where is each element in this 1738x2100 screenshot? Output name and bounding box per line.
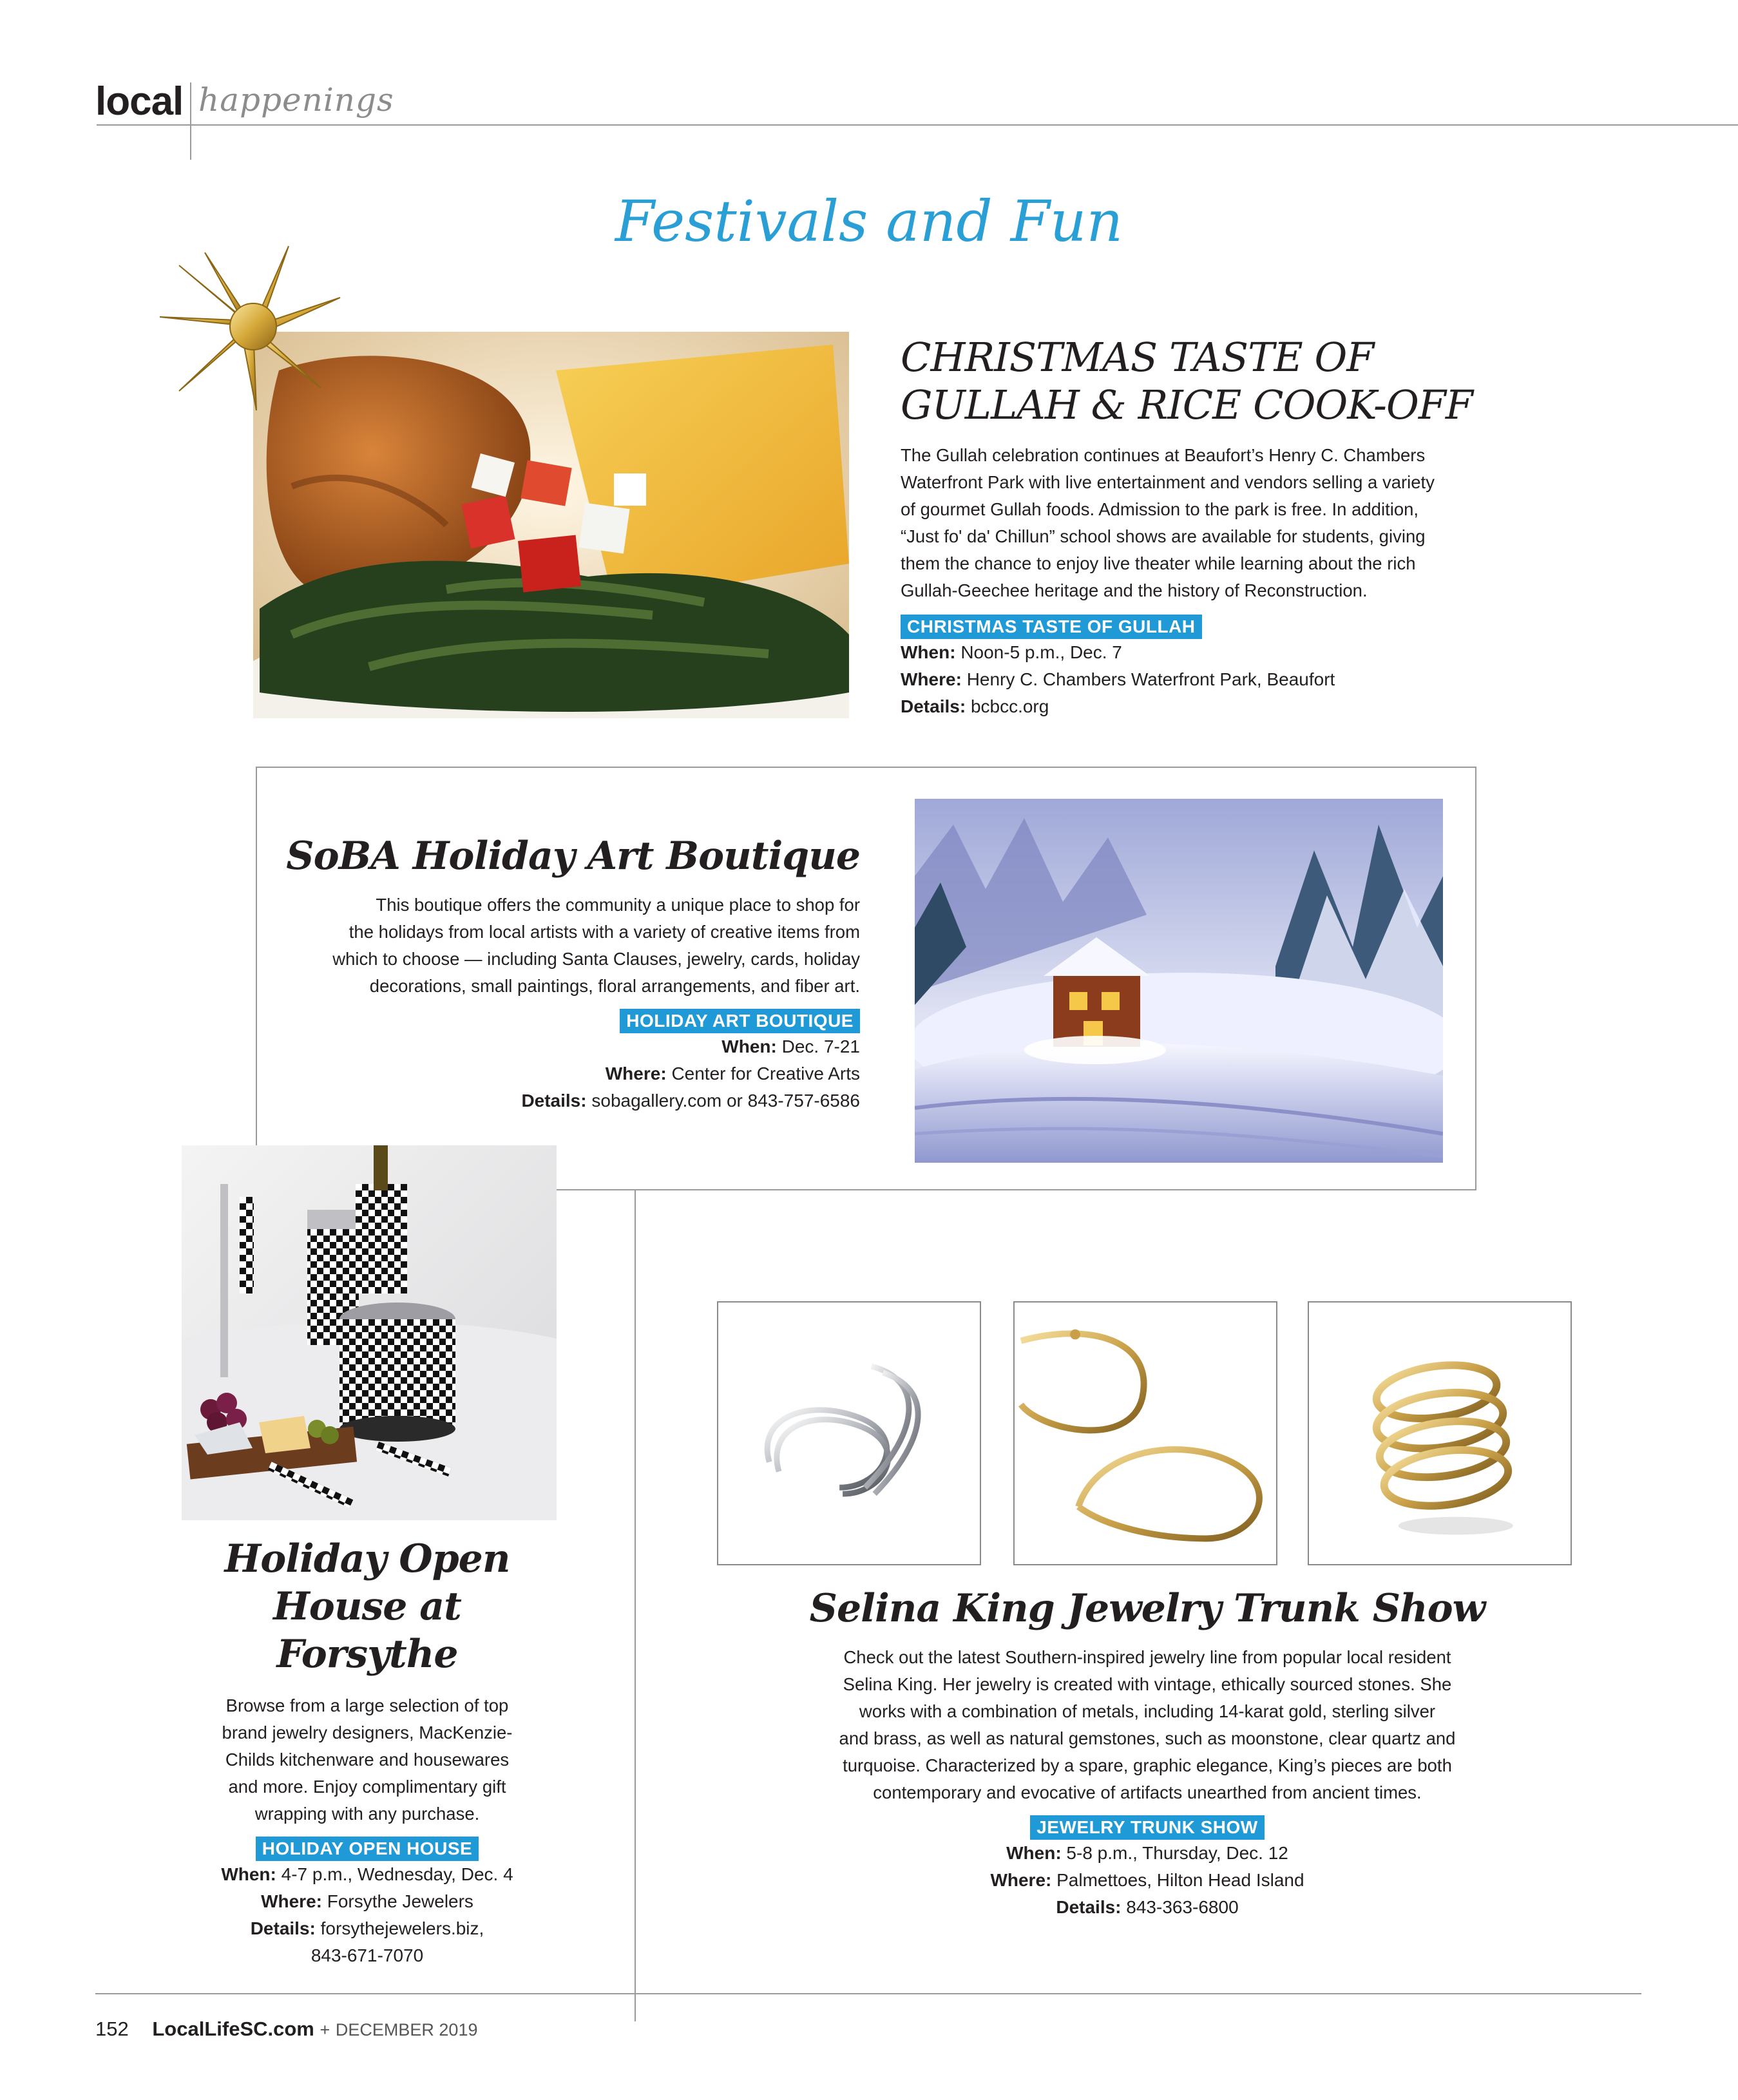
gullah-body-line: them the chance to enjoy live theater while learning about the rich (901, 553, 1416, 573)
gullah-headline (901, 334, 1480, 429)
details-label: Details: (901, 696, 966, 716)
soba-body-line: which to choose — including Santa Clauses, jewelry, cards, holiday (332, 949, 860, 969)
selina-body-line: works with a combination of metals, including 14-karat gold, sterling silver (859, 1701, 1436, 1721)
gullah-body-line: Gullah-Geechee heritage and the history of Reconstruction. (901, 580, 1368, 600)
details-label: Details: (1056, 1897, 1122, 1917)
snowy-cabin-painting (915, 799, 1443, 1163)
where-label: Where: (990, 1870, 1052, 1890)
footer-site-link[interactable]: LocalLifeSC.com (152, 2018, 314, 2040)
gullah-headline-line2: GULLAH & RICE COOK-OFF (901, 381, 1473, 428)
column-divider (635, 1190, 636, 2021)
soba-article (271, 832, 860, 1114)
gullah-details-link[interactable]: bcbcc.org (970, 696, 1049, 716)
soba-headline: SoBA Holiday Art Boutique (286, 834, 860, 879)
soba-tag: HOLIDAY ART BOUTIQUE (620, 1009, 860, 1033)
selina-article (749, 1585, 1545, 1921)
header-divider (190, 82, 191, 160)
soba-details-link[interactable]: sobagallery.com or 843-757-6586 (591, 1091, 860, 1111)
selina-when: 5-8 p.m., Thursday, Dec. 12 (1066, 1843, 1288, 1863)
when-label: When: (1006, 1843, 1062, 1863)
footer-issue: DECEMBER 2019 (335, 2020, 478, 2039)
gullah-body-line: “Just fo' da' Chillun” school shows are available for students, giving (901, 526, 1426, 546)
selina-details: 843-363-6800 (1126, 1897, 1239, 1917)
section-label: local (95, 79, 184, 124)
gold-bangles-photo (1013, 1301, 1277, 1565)
subsection-label: happenings (198, 81, 394, 119)
forsythe-where: Forsythe Jewelers (327, 1891, 473, 1911)
selina-info (749, 1840, 1545, 1921)
forsythe-body-line: Childs kitchenware and housewares (225, 1750, 510, 1770)
gullah-article (901, 334, 1480, 720)
soba-where: Center for Creative Arts (671, 1064, 860, 1083)
soba-body-line: This boutique offers the community a unique place to shop for (376, 895, 860, 915)
where-label: Where: (901, 669, 962, 689)
forsythe-body-line: Browse from a large selection of top (225, 1695, 509, 1715)
gullah-body-line: of gourmet Gullah foods. Admission to the park is free. In addition, (901, 499, 1419, 519)
selina-body-line: and brass, as well as natural gemstones, such as moonstone, clear quartz and (839, 1728, 1456, 1748)
silver-ring-photo (717, 1301, 981, 1565)
forsythe-details-link[interactable]: forsythejewelers.biz, (320, 1918, 484, 1938)
when-label: When: (221, 1864, 276, 1884)
soba-when: Dec. 7-21 (781, 1036, 860, 1056)
forsythe-body-line: and more. Enjoy complimentary gift (228, 1777, 506, 1797)
forsythe-headline-line2: House at Forsythe (273, 1584, 461, 1677)
where-label: Where: (605, 1064, 667, 1083)
page-number: 152 (95, 2018, 129, 2040)
forsythe-headline-line1: Holiday Open (224, 1536, 510, 1581)
when-label: When: (901, 642, 956, 662)
mackenzie-childs-kitchenware-photo (182, 1145, 557, 1520)
gullah-info (901, 639, 1480, 720)
gold-bow-icon (160, 240, 347, 414)
forsythe-body-line: brand jewelry designers, MacKenzie- (222, 1723, 513, 1742)
selina-body-line: Check out the latest Southern-inspired jewelry line from popular local resident (843, 1647, 1451, 1667)
gullah-tag: CHRISTMAS TASTE OF GULLAH (901, 615, 1202, 639)
soba-body-line: the holidays from local artists with a variety of creative items from (349, 922, 860, 942)
gold-stacked-ring-photo (1308, 1301, 1572, 1565)
forsythe-headline (187, 1535, 548, 1678)
soba-body (271, 892, 860, 1000)
details-label: Details: (250, 1918, 316, 1938)
selina-body (749, 1644, 1545, 1806)
forsythe-info (187, 1861, 548, 1969)
forsythe-body-line: wrapping with any purchase. (254, 1804, 480, 1824)
selina-headline: Selina King Jewelry Trunk Show (809, 1586, 1485, 1631)
gullah-where: Henry C. Chambers Waterfront Park, Beaufort (966, 669, 1335, 689)
forsythe-when: 4-7 p.m., Wednesday, Dec. 4 (281, 1864, 513, 1884)
gullah-when: Noon-5 p.m., Dec. 7 (960, 642, 1122, 662)
soba-info (271, 1033, 860, 1114)
selina-body-line: turquoise. Characterized by a spare, graphic elegance, King’s pieces are both (843, 1755, 1452, 1775)
selina-body-line: contemporary and evocative of artifacts unearthed from ancient times. (873, 1782, 1422, 1802)
selina-where: Palmettoes, Hilton Head Island (1056, 1870, 1304, 1890)
gullah-body (901, 442, 1480, 604)
when-label: When: (721, 1036, 777, 1056)
selina-tag: JEWELRY TRUNK SHOW (1030, 1815, 1264, 1840)
forsythe-tag: HOLIDAY OPEN HOUSE (256, 1837, 479, 1861)
gullah-body-line: Waterfront Park with live entertainment and vendors selling a variety (901, 472, 1435, 492)
forsythe-body (187, 1692, 548, 1828)
footer (95, 2018, 477, 2041)
gullah-headline-line1: CHRISTMAS TASTE OF (901, 334, 1374, 381)
forsythe-phone: 843-671-7070 (310, 1945, 424, 1965)
header-rule (97, 124, 1738, 126)
details-label: Details: (521, 1091, 587, 1111)
soba-body-line: decorations, small paintings, floral arrangements, and fiber art. (369, 976, 860, 996)
footer-separator: + (320, 2020, 330, 2039)
gullah-body-line: The Gullah celebration continues at Beaufort’s Henry C. Chambers (901, 445, 1426, 465)
selina-body-line: Selina King. Her jewelry is created with vintage, ethically sourced stones. She (843, 1674, 1452, 1694)
where-label: Where: (261, 1891, 322, 1911)
forsythe-article (187, 1535, 548, 1969)
page-title: Festivals and Fun (615, 188, 1123, 254)
footer-rule (95, 1993, 1641, 1994)
